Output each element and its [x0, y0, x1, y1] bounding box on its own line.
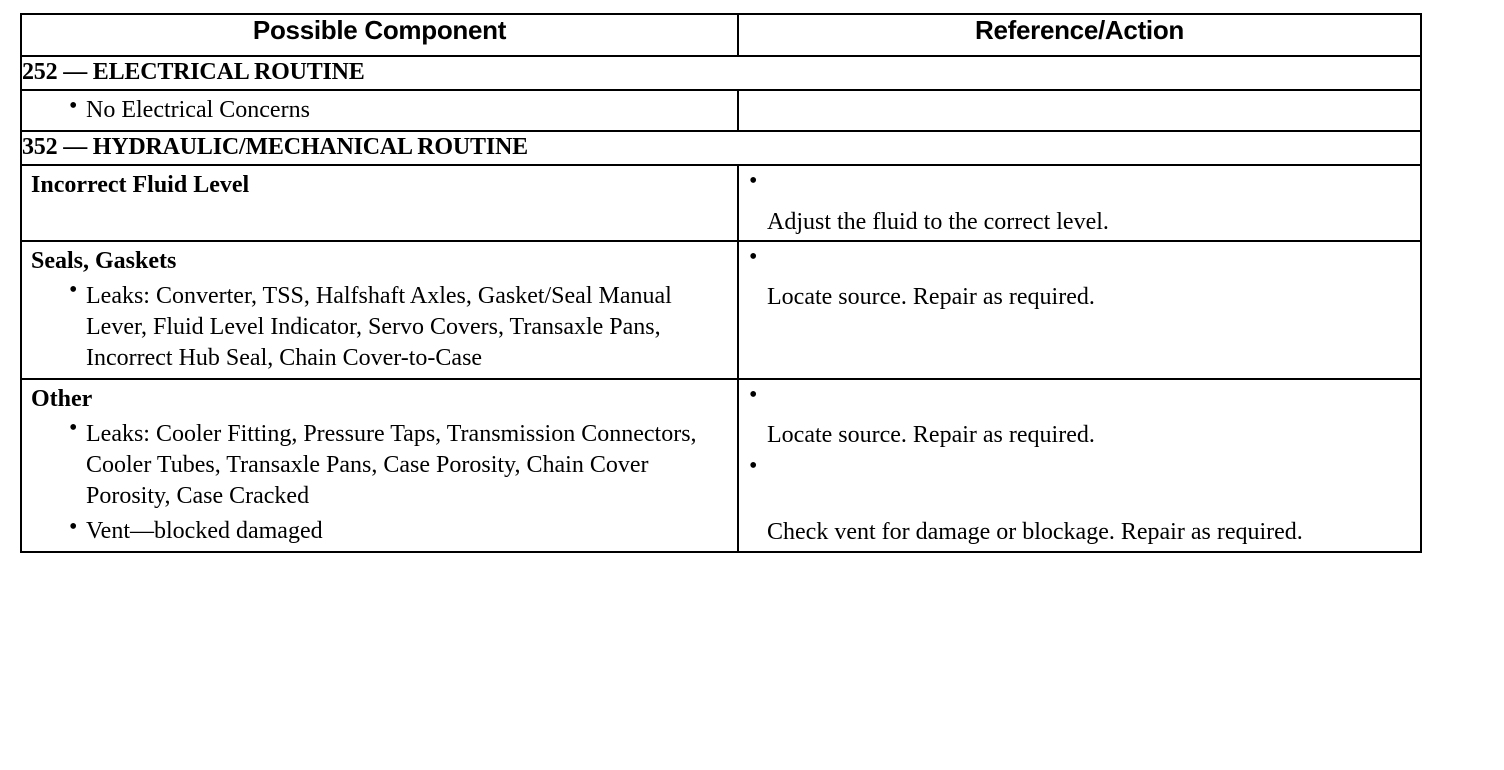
cell-other — [21, 379, 738, 552]
bullet-icon: • — [69, 277, 78, 303]
cell-seals — [21, 241, 738, 379]
cell-fluid-level-action — [738, 165, 1421, 241]
section-row-electrical — [21, 56, 1421, 90]
list-item — [739, 451, 1420, 548]
header-reference-action: Reference/Action — [738, 14, 1421, 56]
bullet-icon: • — [749, 453, 758, 479]
list-item — [22, 91, 737, 126]
cell-fluid-level — [21, 165, 738, 241]
cell-empty-action — [738, 90, 1421, 131]
list-item — [22, 413, 737, 512]
list-item — [739, 380, 1420, 451]
table-row-seals — [21, 241, 1421, 379]
header-possible-component: Possible Component — [21, 14, 738, 56]
header-row — [21, 14, 1421, 56]
action-text: Check vent for damage or blockage. Repair as required. — [767, 519, 1303, 545]
group-title-other: Other — [31, 386, 93, 412]
diagnostic-table — [20, 13, 1422, 553]
cell-other-action — [738, 379, 1421, 552]
cell-seals-action — [738, 241, 1421, 379]
action-text: Locate source. Repair as required. — [767, 422, 1095, 448]
list-item — [22, 512, 737, 547]
item-text: No Electrical Concerns — [86, 97, 310, 123]
item-text: Leaks: Cooler Fitting, Pressure Taps, Transmission Connectors, Cooler Tubes, Transaxle Pans, Case Porosity, Chain Cover Porosity, Case Cracked — [86, 421, 697, 509]
section-row-hydraulic — [21, 131, 1421, 165]
group-title-seals: Seals, Gaskets — [31, 248, 177, 274]
bullet-icon: • — [69, 415, 78, 441]
table-row-other — [21, 379, 1421, 552]
group-title-fluid-level: Incorrect Fluid Level — [31, 172, 250, 198]
bullet-icon: • — [749, 382, 758, 408]
bullet-icon: • — [69, 514, 78, 540]
cell-no-electrical — [21, 90, 738, 131]
list-item — [739, 242, 1420, 313]
list-item — [739, 166, 1420, 238]
item-text: Leaks: Converter, TSS, Halfshaft Axles, Gasket/Seal Manual Lever, Fluid Level Indicator, Servo Covers, Transaxle Pans, Incorrect Hub Seal, Chain Cover-to-Case — [86, 283, 672, 371]
section-title-electrical: 252 — ELECTRICAL ROUTINE — [21, 56, 1421, 90]
section-title-hydraulic: 352 — HYDRAULIC/MECHANICAL ROUTINE — [21, 131, 1421, 165]
action-text: Adjust the fluid to the correct level. — [767, 209, 1109, 235]
action-text: Locate source. Repair as required. — [767, 284, 1095, 310]
bullet-icon: • — [69, 93, 78, 119]
list-item — [22, 275, 737, 374]
diagnostic-table-container — [20, 13, 1420, 553]
table-row-fluid-level — [21, 165, 1421, 241]
table-row-no-electrical — [21, 90, 1421, 131]
bullet-icon: • — [749, 168, 758, 194]
item-text: Vent—blocked damaged — [86, 518, 323, 544]
bullet-icon: • — [749, 244, 758, 270]
